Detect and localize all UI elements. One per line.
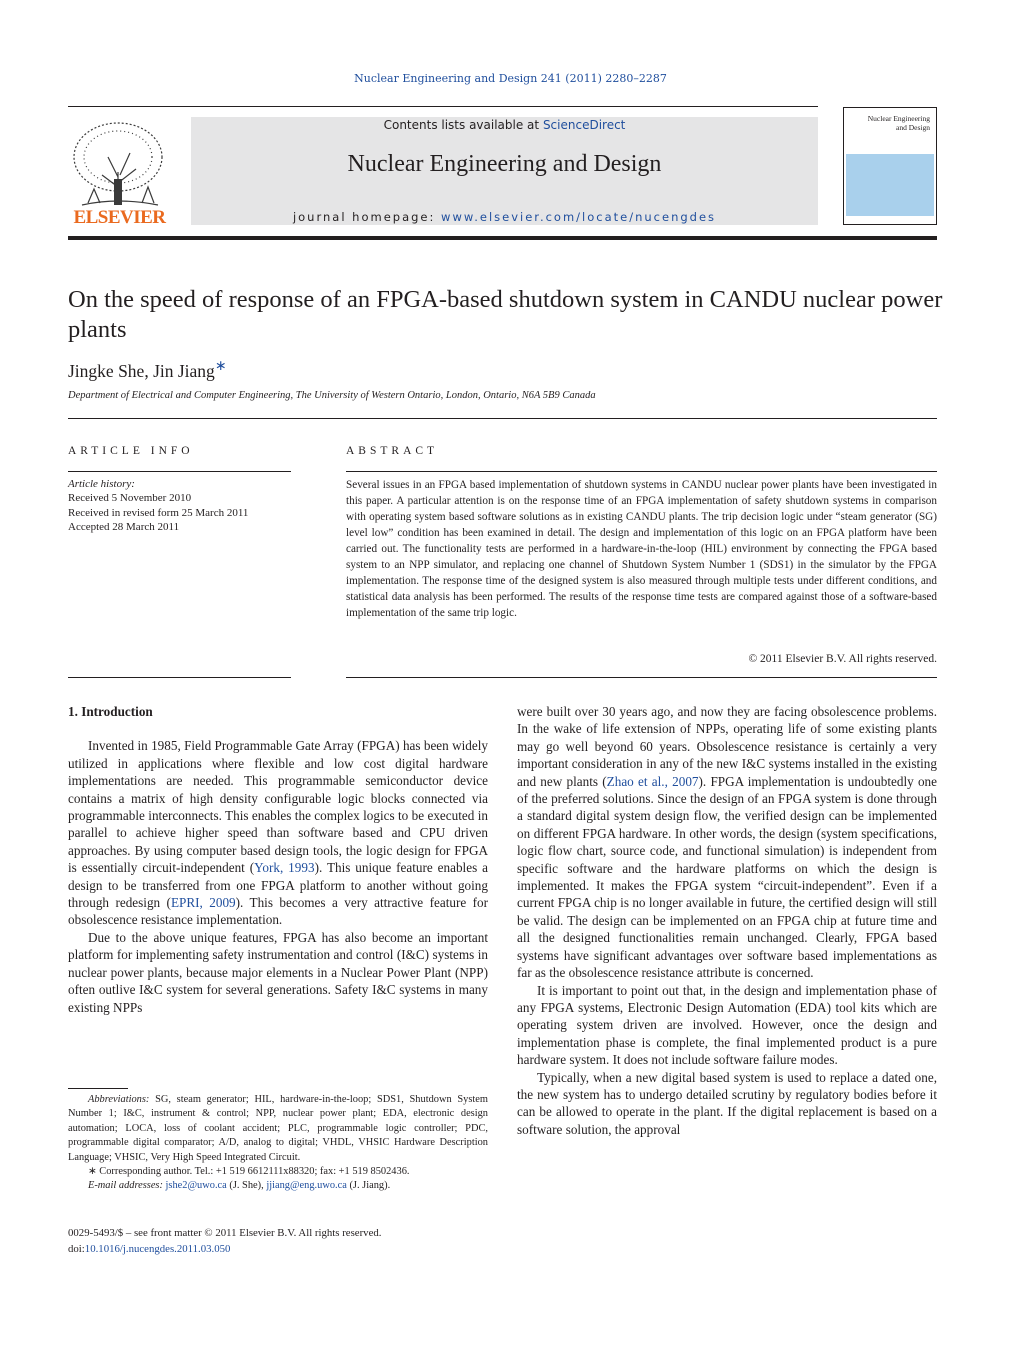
paragraph-text: ). This becomes a very attractive feature for obsolescence resistance implementation. xyxy=(68,895,488,928)
email-footnote xyxy=(68,1179,488,1193)
cover-title-line2: and Design xyxy=(896,123,930,132)
elsevier-wordmark: ELSEVIER xyxy=(73,207,166,228)
accepted-date: Accepted 28 March 2011 xyxy=(68,521,180,534)
section-heading: 1. Introduction xyxy=(68,704,153,719)
header-rule xyxy=(68,106,818,107)
sciencedirect-link[interactable]: ScienceDirect xyxy=(542,118,626,132)
cover-header xyxy=(844,108,936,154)
revised-date: Received in revised form 25 March 2011 xyxy=(68,506,249,519)
body-column-right xyxy=(517,703,937,1138)
email-owner-she: (J. She), xyxy=(226,1180,267,1192)
title-rule xyxy=(68,418,937,419)
paragraph-text: ). This unique feature enables a design to be transferred from one FPGA platform to another without going through redesign ( xyxy=(68,860,488,911)
citation-link-epri[interactable]: EPRI, 2009 xyxy=(170,895,236,911)
body-column-left xyxy=(68,703,488,1016)
article-info-rule-top xyxy=(68,471,291,472)
journal-citation[interactable]: Nuclear Engineering and Design 241 (2011) 2280–2287 xyxy=(354,72,667,85)
email-owner-jiang: (J. Jiang). xyxy=(346,1180,391,1192)
footnotes xyxy=(68,1093,488,1194)
paragraph-text: Invented in 1985, Field Programmable Gate Array (FPGA) has been widely utilized in applications where flexible and low cost digital hardware implementations are needed. This programmable semiconductor device contains a matrix of high density configurable logic blocks connected via programmable interconnects. This enables the complex logics to be executed in parallel to achieve higher speed than software based and CPU driven approaches. By using computer based design tools, the logic design for FPGA is essentially circuit-independent ( xyxy=(68,738,488,876)
journal-homepage xyxy=(191,210,818,224)
corresponding-author-mark[interactable]: ∗ xyxy=(214,359,227,374)
issn-block xyxy=(68,1225,381,1257)
doi-link[interactable]: 10.1016/j.nucengdes.2011.03.050 xyxy=(84,1243,231,1255)
journal-title: Nuclear Engineering and Design xyxy=(347,151,662,177)
abstract-text: Several issues in an FPGA based implementation of shutdown systems in CANDU nuclear power plants have been investigated in this paper. A particular attention is on the response time of an FPGA implementation of safety shutdown systems in comparison with operating system based software solutions as in existing CANDU plants. The trip decision logic under “steam generator (SG) level low” condition has been examined in detail. The design and implementation of this logic on an FPGA platform have been carried out. The functionality tests are performed in a hardware-in-the-loop (HIL) environment by connecting the FPGA based system to an NPP simulator, and replacing one channel of Shutdown System Number 1 (SDS1) in the simulator by the FPGA implementation. The response time of the designed system is also measured through multiple tests under different conditions, and statistical data analysis has been performed. The results of the response time tests are compared against those of a software-based implementation of the same trip logic. xyxy=(346,479,937,619)
citation-link-york[interactable]: York, 1993 xyxy=(254,860,315,876)
abstract-rule-bottom xyxy=(346,677,937,678)
article-info-rule-bottom xyxy=(68,677,291,678)
paragraph: It is important to point out that, in the design and implementation phase of any FPGA systems, Electronic Design Automation (EDA) tool kits which are operating system driven are involved. However, once the design and implementation phase is complete, the final implemented product is a pure hardware system. It does not include software failure modes. xyxy=(517,982,937,1068)
cover-title-line1: Nuclear Engineering xyxy=(867,114,930,123)
contents-prefix: Contents lists available at xyxy=(383,118,543,132)
paragraph-text: ). FPGA implementation is undoubtedly one of the preferred solutions. Since the design of an FPGA system is done through a standard digital system design flow, the verified design can be implemented on different FPGA hardware. In other words, the design (system specifications, logic flow chart, source code, and functional simulation) is independent from specific software and the hardware platforms on which the design is implemented. It makes the FPGA system “circuit-independent”. Even if a current FPGA chip is no longer available in future, the certified design will still be valid. The design can be implemented on an FPGA chip at future time and all the designed functionalities remain unchanged. Clearly, FPGA based systems have significant advantages over software based implementations as far as the obsolescence resistance attribute is concerned. xyxy=(517,773,938,981)
abbreviations-label: Abbreviations: xyxy=(88,1094,150,1105)
affiliation: Department of Electrical and Computer Engineering, The University of Western Ontario, London, Ontario, N6A 5B9 Canada xyxy=(68,390,596,401)
abbreviations-text: SG, steam generator; HIL, hardware-in-the-loop; SDS1, Shutdown System Number 1; I&C, instrument & control; NPP, nuclear power plant; EDA, electronic design automation; LOCA, loss of coolant accident; PLC, programmable logic controller; PDC, programmable digital comparator; A/D, analog to digital; VHDL, VHSIC Hardware Description Language; VHSIC, Very High Speed Integrated Circuit. xyxy=(68,1094,488,1163)
received-date: Received 5 November 2010 xyxy=(68,492,192,505)
author-list xyxy=(68,358,227,382)
homepage-link[interactable]: www.elsevier.com/locate/nucengdes xyxy=(441,210,717,224)
citation-link-zhao[interactable]: Zhao et al., 2007 xyxy=(606,773,699,789)
journal-cover-thumbnail xyxy=(843,107,937,225)
header-thick-rule xyxy=(68,236,937,240)
front-matter-line: 0029-5493/$ – see front matter © 2011 Elsevier B.V. All rights reserved. xyxy=(68,1227,382,1239)
abbreviations-footnote xyxy=(68,1093,488,1165)
footnote-rule xyxy=(68,1088,128,1089)
email-link-jiang[interactable]: jjiang@eng.uwo.ca xyxy=(266,1180,347,1192)
abstract-heading: ABSTRACT xyxy=(346,445,439,457)
homepage-prefix: journal homepage: xyxy=(292,210,442,224)
doi-line xyxy=(68,1241,381,1257)
abstract-copyright: © 2011 Elsevier B.V. All rights reserved. xyxy=(748,653,937,665)
paragraph: Typically, when a new digital based system is used to replace a dated one, the new system has to undergo detailed scrutiny by regulatory bodies before it can be allowed to operate in the plant. If the digital replacement is based on a software solution, the approval xyxy=(517,1069,937,1137)
history-label: Article history: xyxy=(68,478,135,490)
authors: Jingke She, Jin Jiang xyxy=(68,360,215,381)
cover-title xyxy=(868,114,930,132)
paragraph xyxy=(68,737,488,928)
abstract-rule-top xyxy=(346,471,937,472)
article-history xyxy=(68,477,248,535)
paragraph xyxy=(517,703,937,982)
cover-art xyxy=(846,154,934,216)
contents-line xyxy=(191,118,818,132)
email-label: E-mail addresses: xyxy=(88,1180,163,1192)
doi-prefix: doi: xyxy=(68,1243,85,1255)
article-title: On the speed of response of an FPGA-based shutdown system in CANDU nuclear power plants xyxy=(68,286,943,343)
corresponding-author-footnote: ∗ Corresponding author. Tel.: +1 519 6612111x88320; fax: +1 519 8502436. xyxy=(88,1166,410,1178)
paragraph-text: were built over 30 years ago, and now they are facing obsolescence problems. In the wake of life extension of NPPs, operating life of some existing plants may go well beyond 60 years. Obsolescence resistance is certainly a very important consideration in any of the new I&C systems installed in the existing and new plants ( xyxy=(517,704,937,789)
article-info-heading: ARTICLE INFO xyxy=(68,445,194,457)
paragraph: Due to the above unique features, FPGA has also become an important platform for implementing safety instrumentation and control (I&C) systems in nuclear power plants, because major elements in a Nuclear Power Plant (NPP) often outlive I&C system for several generations. Safety I&C systems in many existing NPPs xyxy=(68,929,488,1015)
email-link-she[interactable]: jshe2@uwo.ca xyxy=(165,1180,227,1192)
